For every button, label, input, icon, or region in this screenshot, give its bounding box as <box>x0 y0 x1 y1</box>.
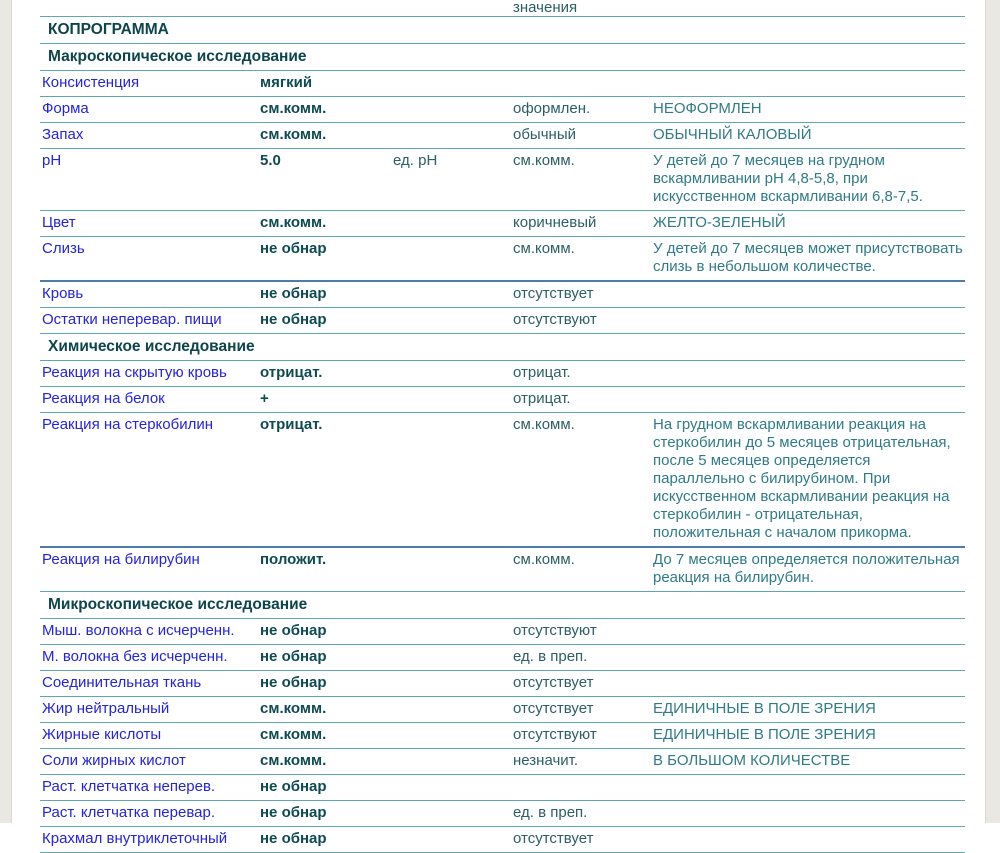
comment-text: ЕДИНИЧНЫЕ В ПОЛЕ ЗРЕНИЯ <box>653 700 876 717</box>
section-title: Химическое исследование <box>48 338 255 355</box>
comment-text: В БОЛЬШОМ КОЛИЧЕСТВЕ <box>653 752 851 769</box>
table-row <box>40 723 965 749</box>
reference-value: отсутствуют <box>513 311 597 328</box>
reference-value: отсутствует <box>513 700 594 717</box>
result-value: не обнар <box>260 240 327 257</box>
param-name: Форма <box>42 100 89 117</box>
table-row <box>40 645 965 671</box>
table-row <box>40 149 965 211</box>
result-value: отрицат. <box>260 416 323 433</box>
reference-values-header: значения <box>513 0 578 16</box>
section-row <box>40 17 965 44</box>
section-row <box>40 334 965 361</box>
result-value: положит. <box>260 551 327 568</box>
result-value: + <box>260 390 269 407</box>
reference-value: отрицат. <box>513 390 571 407</box>
section-title: Микроскопическое исследование <box>48 596 308 613</box>
result-value: см.комм. <box>260 752 327 769</box>
reference-value: коричневый <box>513 214 597 231</box>
result-value: см.комм. <box>260 700 327 717</box>
comment-text: ОБЫЧНЫЙ КАЛОВЫЙ <box>653 126 812 143</box>
table-row <box>40 671 965 697</box>
table-header-row <box>40 0 965 17</box>
reference-value: отсутствуют <box>513 726 597 743</box>
table-row <box>40 211 965 237</box>
table-row <box>40 123 965 149</box>
result-value: не обнар <box>260 285 327 302</box>
reference-value: см.комм. <box>513 240 575 257</box>
param-name: Остатки неперевар. пищи <box>42 311 222 328</box>
section-row <box>40 44 965 71</box>
param-name: Консистенция <box>42 74 140 91</box>
reference-value: отсутствует <box>513 285 594 302</box>
coprogram-lab-report <box>40 0 965 853</box>
table-row <box>40 827 965 853</box>
result-value: не обнар <box>260 804 327 821</box>
reference-value: отсутствует <box>513 830 594 847</box>
comment-text: ЖЕЛТО-ЗЕЛЕНЫЙ <box>653 214 786 231</box>
right-page-margin <box>985 0 1000 823</box>
param-name: Мыш. волокна с исчерченн. <box>42 622 235 639</box>
result-value: см.комм. <box>260 126 327 143</box>
reference-value: см.комм. <box>513 152 575 169</box>
param-name: Крахмал внутриклеточный <box>42 830 228 847</box>
result-value: 5.0 <box>260 152 281 169</box>
result-value: не обнар <box>260 674 327 691</box>
table-row <box>40 548 965 592</box>
param-name: Соли жирных кислот <box>42 752 186 769</box>
result-value: не обнар <box>260 648 327 665</box>
reference-value: ед. в преп. <box>513 648 588 665</box>
comment-text: У детей до 7 месяцев на грудном вскармливании рН 4,8-5,8, при искусственном вскармливании 6,8-7,5. <box>653 152 923 205</box>
result-value: не обнар <box>260 830 327 847</box>
result-value: не обнар <box>260 778 327 795</box>
result-value: не обнар <box>260 311 327 328</box>
result-value: не обнар <box>260 622 327 639</box>
table-row <box>40 387 965 413</box>
result-value: мягкий <box>260 74 313 91</box>
result-value: см.комм. <box>260 214 327 231</box>
reference-value: см.комм. <box>513 551 575 568</box>
table-row <box>40 237 965 282</box>
section-title: Макроскопическое исследование <box>48 48 307 65</box>
comment-text: ЕДИНИЧНЫЕ В ПОЛЕ ЗРЕНИЯ <box>653 726 876 743</box>
table-row <box>40 619 965 645</box>
reference-value: отсутствуют <box>513 622 597 639</box>
section-row <box>40 592 965 619</box>
reference-value: ед. в преп. <box>513 804 588 821</box>
param-name: Жирные кислоты <box>42 726 162 743</box>
result-value: см.комм. <box>260 726 327 743</box>
param-name: М. волокна без исчерченн. <box>42 648 228 665</box>
table-row <box>40 697 965 723</box>
section-title: КОПРОГРАММА <box>48 21 169 38</box>
reference-value: обычный <box>513 126 576 143</box>
param-name: Кровь <box>42 285 84 302</box>
left-page-margin <box>0 0 12 823</box>
param-name: Соединительная ткань <box>42 674 202 691</box>
table-row <box>40 308 965 334</box>
param-name: Реакция на стеркобилин <box>42 416 213 433</box>
unit-label: ед. pH <box>393 152 438 169</box>
param-name: Реакция на билирубин <box>42 551 200 568</box>
reference-value: оформлен. <box>513 100 591 117</box>
reference-value: незначит. <box>513 752 579 769</box>
table-row <box>40 71 965 97</box>
param-name: pH <box>42 152 62 169</box>
table-row <box>40 749 965 775</box>
param-name: Жир нейтральный <box>42 700 170 717</box>
param-name: Раст. клетчатка неперев. <box>42 778 216 795</box>
table-row <box>40 413 965 548</box>
reference-value: отсутствует <box>513 674 594 691</box>
table-row <box>40 775 965 801</box>
table-row <box>40 282 965 308</box>
param-name: Реакция на белок <box>42 390 165 407</box>
table-body <box>40 17 965 853</box>
comment-text: До 7 месяцев определяется положительная реакция на билирубин. <box>653 551 960 586</box>
param-name: Слизь <box>42 240 85 257</box>
comment-text: На грудном вскармливании реакция на стеркобилин до 5 месяцев отрицательная, после 5 месяцев определяется параллельно с билирубином. При искусственном вскармливании реакция на стеркобилин - отрицательная, положительная с началом прикорма. <box>653 416 951 541</box>
table-row <box>40 801 965 827</box>
param-name: Запах <box>42 126 84 143</box>
table-row <box>40 97 965 123</box>
table-row <box>40 361 965 387</box>
reference-value: см.комм. <box>513 416 575 433</box>
param-name: Реакция на скрытую кровь <box>42 364 227 381</box>
comment-text: У детей до 7 месяцев может присутствовать слизь в небольшом количестве. <box>653 240 963 275</box>
result-value: см.комм. <box>260 100 327 117</box>
reference-value: отрицат. <box>513 364 571 381</box>
param-name: Раст. клетчатка перевар. <box>42 804 215 821</box>
comment-text: НЕОФОРМЛЕН <box>653 100 762 117</box>
result-value: отрицат. <box>260 364 323 381</box>
param-name: Цвет <box>42 214 76 231</box>
